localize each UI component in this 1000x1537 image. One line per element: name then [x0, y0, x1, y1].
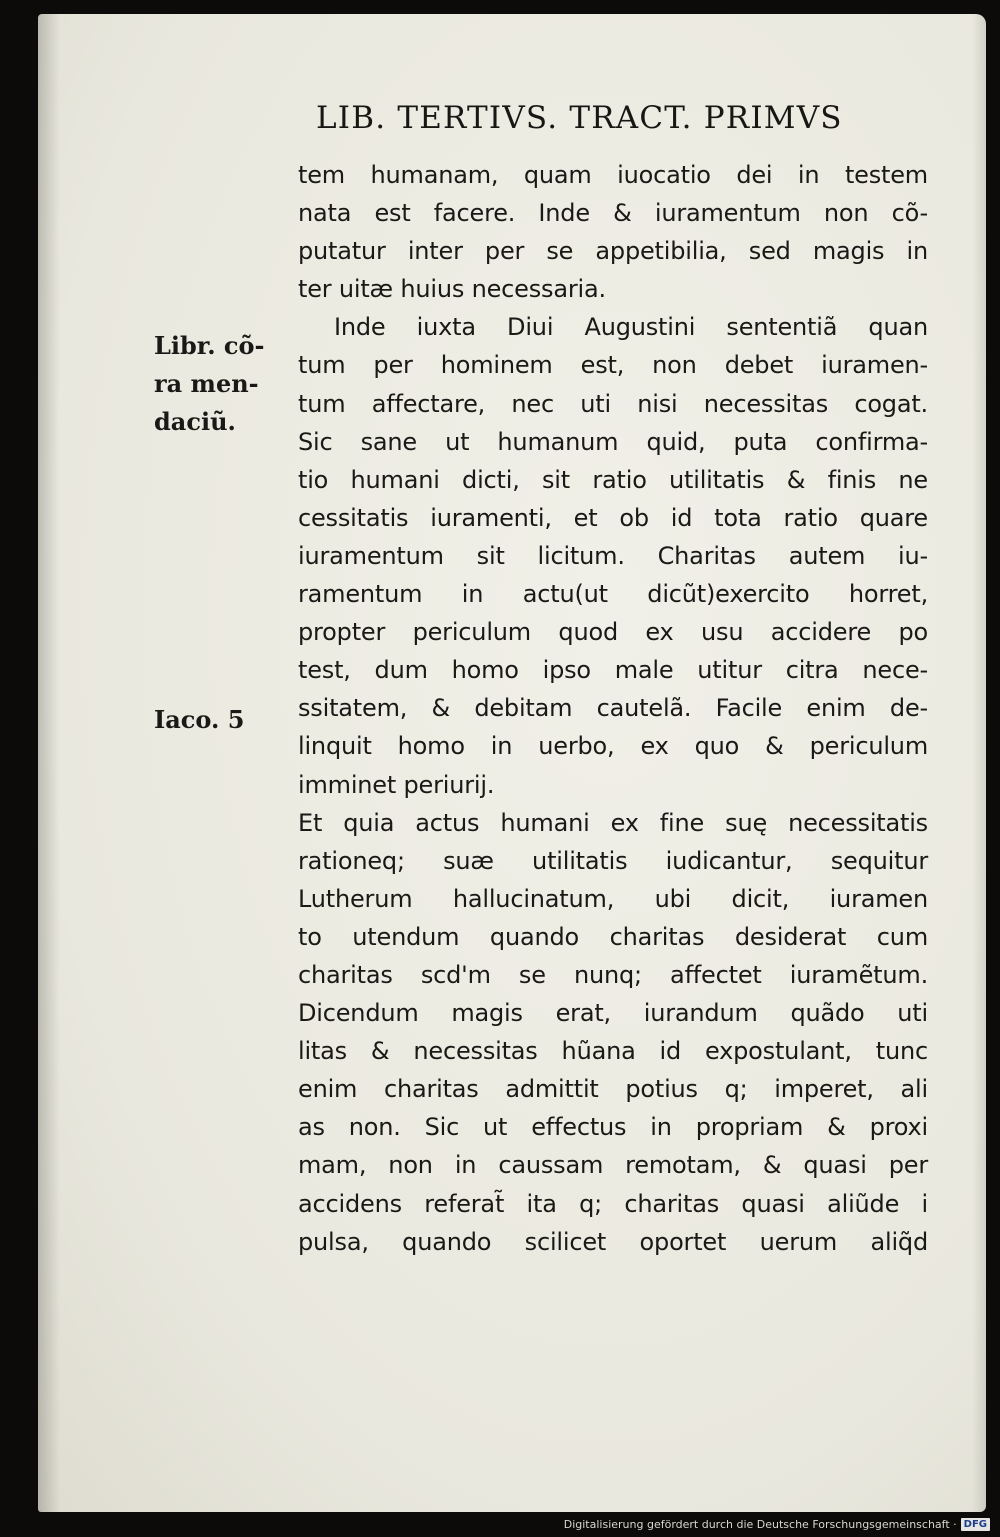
- text-line: propter periculum quod ex usu accidere po: [298, 618, 928, 647]
- text-line: pulsa, quando scilicet oportet uerum aliq̃d: [298, 1227, 928, 1256]
- gutter-shadow: [38, 14, 60, 1512]
- text-line: ramentum in actu(ut dicũt)exercito horret,: [298, 580, 928, 609]
- text-line: test, dum homo ipso male utitur citra nece-: [298, 656, 928, 685]
- text-line: charitas scd'm se nunq; affectet iuramẽtum.: [298, 960, 928, 989]
- text-line: Et quia actus humani ex fine suę necessitatis: [298, 808, 928, 837]
- text-line: mam, non in caussam remotam, & quasi per: [298, 1151, 928, 1180]
- text-line: tum per hominem est, non debet iuramen-: [298, 351, 928, 380]
- text-line: tum affectare, nec uti nisi necessitas cogat.: [298, 389, 928, 418]
- credit-text: Digitalisierung gefördert durch die Deutsche Forschungsgemeinschaft ·: [563, 1518, 957, 1531]
- text-line: Sic sane ut humanum quid, puta confirma-: [298, 427, 928, 456]
- digitization-credit: [564, 1518, 990, 1531]
- text-line: Dicendum magis erat, iurandum quãdo uti: [298, 999, 928, 1028]
- body-text: [298, 156, 928, 1261]
- text-line: accidens referat̃ ita q; charitas quasi aliũde i: [298, 1189, 928, 1218]
- text-line: ssitatem, & debitam cautelã. Facile enim de-: [298, 694, 928, 723]
- text-line: Inde iuxta Diui Augustini sententiã quan: [334, 313, 928, 342]
- text-line: to utendum quando charitas desiderat cum: [298, 922, 928, 951]
- marginal-note-line: daciũ.: [154, 407, 236, 437]
- text-line: tem humanam, quam iuocatio dei in testem: [298, 161, 928, 189]
- marginal-note-line: Iaco. 5: [154, 705, 245, 734]
- text-line: linquit homo in uerbo, ex quo & periculum: [298, 732, 928, 761]
- marginal-note-line: ra men-: [154, 369, 259, 399]
- text-line: rationeq; suæ utilitatis iudicantur, sequitur: [298, 846, 928, 875]
- marginal-note-line: Libr. cõ-: [154, 331, 265, 360]
- text-line: as non. Sic ut effectus in propriam & proxi: [298, 1113, 928, 1142]
- text-line: iuramentum sit licitum. Charitas autem iu-: [298, 541, 928, 570]
- text-line: litas & necessitas hũana id expostulant, tunc: [298, 1037, 928, 1066]
- text-line: putatur inter per se appetibilia, sed magis in: [298, 237, 928, 266]
- text-line: nata est facere. Inde & iuramentum non cõ-: [298, 199, 928, 228]
- text-line: enim charitas admittit potius q; imperet, ali: [298, 1075, 928, 1104]
- marginal-note-iaco: [154, 701, 289, 739]
- page-edge-shadow: [972, 14, 986, 1512]
- dfg-logo: DFG: [961, 1518, 990, 1531]
- text-line: imminet periurij.: [298, 770, 495, 799]
- text-line: cessitatis iuramenti, et ob id tota ratio quare: [298, 503, 928, 532]
- text-line: Lutherum hallucinatum, ubi dicit, iuramen: [298, 884, 928, 913]
- text-line: tio humani dicti, sit ratio utilitatis & finis ne: [298, 465, 928, 494]
- running-head: LIB. TERTIVS. TRACT. PRIMVS: [316, 100, 843, 136]
- marginal-note-libr-contra-mendacium: [154, 327, 289, 441]
- text-line: ter uitæ huius necessaria.: [298, 275, 606, 304]
